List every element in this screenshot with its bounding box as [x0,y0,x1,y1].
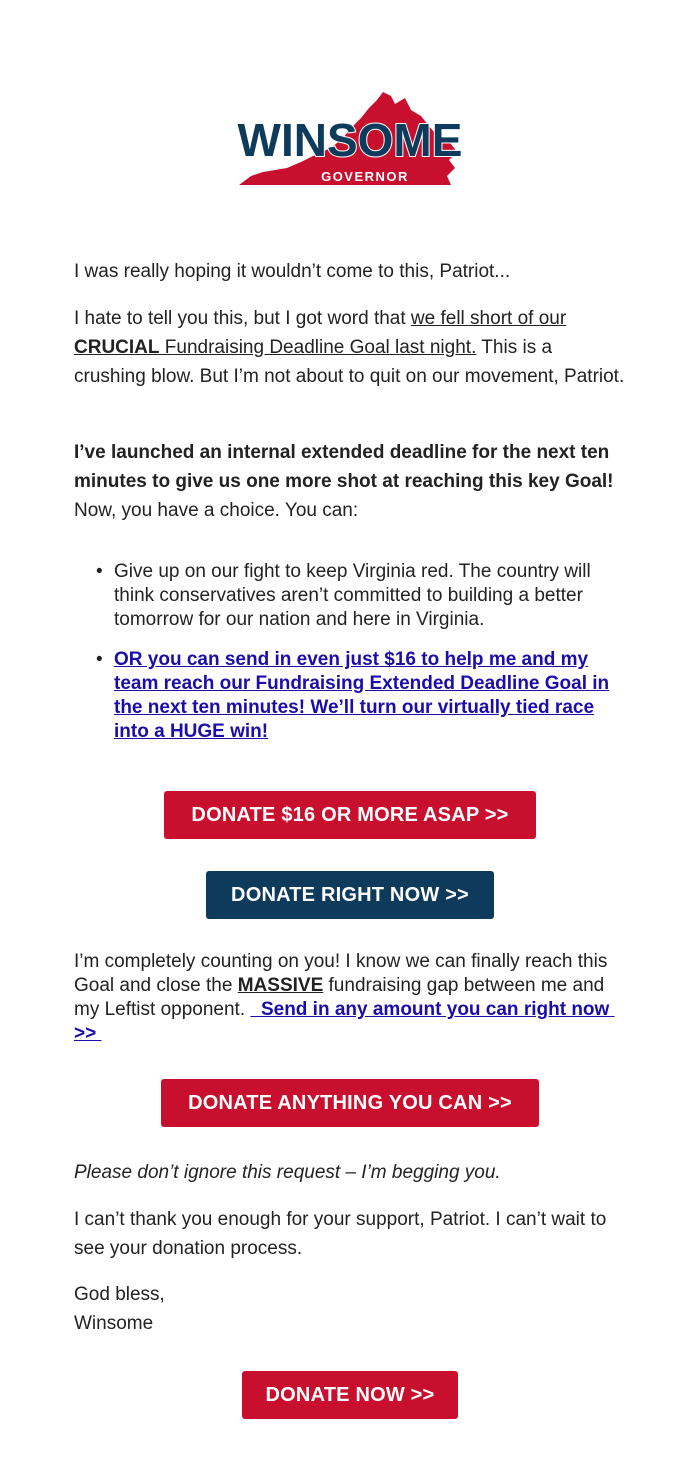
donate-anything-button[interactable]: DONATE ANYTHING YOU CAN >> [161,1079,539,1127]
thanks-paragraph: I can’t thank you enough for your support, Patriot. I can’t wait to see your donation process. [74,1209,607,1259]
logo-wordmark: WINSOME [237,114,463,166]
massive-emphasis: MASSIVE [237,975,324,996]
donate-16-button[interactable]: DONATE $16 OR MORE ASAP >> [164,791,536,839]
signoff: God bless, Winsome [74,1284,165,1334]
campaign-logo [235,88,465,190]
donate-now-button[interactable]: DONATE NOW >> [242,1371,458,1419]
virginia-map-logo-icon [235,88,465,190]
shortfall-paragraph: I hate to tell you this, but I got word that we fell short of our CRUCIAL Fundraising Deadline Goal last night. This is a crushing blow. But I’m not about to quit on our movement, Patriot. [74,308,625,387]
counting-paragraph: I’m completely counting on you! I know we can finally reach this Goal and close the MASSIVE fundraising gap between me and my Leftist opponent. Send in any amount you can right now >> [74,951,615,1044]
shortfall-highlight: we fell short of our CRUCIAL Fundraising Deadline Goal last night. [74,308,567,358]
intro-paragraph: I was really hoping it wouldn’t come to this, Patriot... [74,261,511,282]
plea-paragraph: Please don’t ignore this request – I’m begging you. [74,1162,501,1183]
donate-16-link[interactable]: OR you can send in even just $16 to help me and my team reach our Fundraising Extended Deadline Goal in the next ten minutes! We’ll turn our virtually tied race into a HUGE win! [114,649,610,742]
list-item[interactable]: • OR you can send in even just $16 to help me and my team reach our Fundraising Extended Deadline Goal in the next ten minutes! We’ll turn our virtually tied race into a HUGE win! [96,649,610,742]
choice-list [74,560,626,760]
logo-office: GOVERNOR [321,169,409,184]
send-any-amount-link[interactable]: Send in any amount you can right now >> [74,999,615,1044]
list-item: • Give up on our fight to keep Virginia red. The country will think conservatives aren’t committed to building a better tomorrow for our nation and here in Virginia. [96,561,591,630]
deadline-paragraph: I’ve launched an internal extended deadline for the next ten minutes to give us one more shot at reaching this key Goal! Now, you have a choice. You can: [74,442,614,521]
donate-right-now-button[interactable]: DONATE RIGHT NOW >> [206,871,494,919]
